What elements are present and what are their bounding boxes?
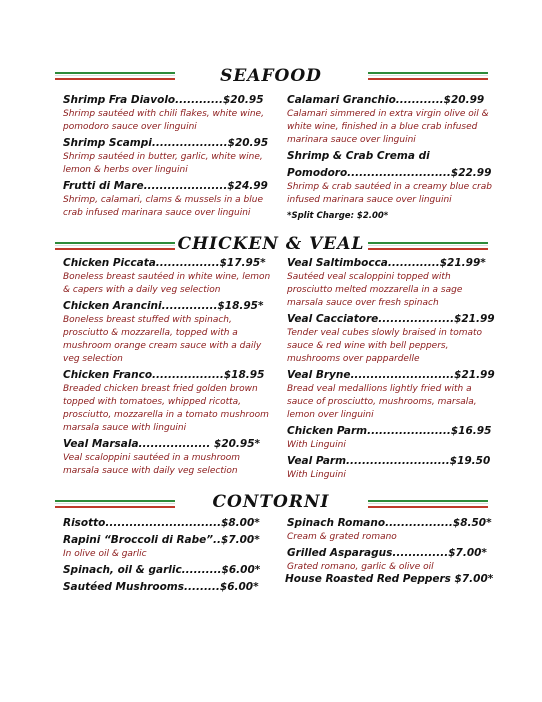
menu-item-description: Bread veal medallions lightly fried with a sauce of prosciutto, mushrooms, marsala, lemon over linguini bbox=[287, 384, 477, 420]
menu-item bbox=[63, 298, 273, 366]
contorni-header bbox=[0, 492, 542, 516]
menu-item-name: Veal Bryne..........................$21.99 bbox=[287, 369, 495, 381]
menu-item-name: Chicken Arancini..............$18.95* bbox=[63, 300, 264, 312]
menu-item bbox=[287, 453, 497, 482]
menu-item-name: Rapini “Broccoli di Rabe”..$7.00* bbox=[63, 534, 260, 546]
menu-item-name: Shrimp Fra Diavolo............$20.95 bbox=[63, 94, 264, 106]
menu-item-name: Veal Marsala.................. $20.95* bbox=[63, 438, 261, 450]
menu-item bbox=[287, 92, 497, 147]
menu-item-name: Pomodoro..........................$22.99 bbox=[287, 167, 492, 179]
menu-item bbox=[287, 311, 497, 366]
menu-item bbox=[63, 367, 273, 435]
menu-item bbox=[63, 92, 273, 134]
menu-item-name: Shrimp Scampi...................$20.95 bbox=[63, 137, 269, 149]
menu-item-name: Chicken Piccata................$17.95* bbox=[63, 257, 266, 269]
menu-item-name: Shrimp & Crab Crema di bbox=[287, 150, 430, 162]
chicken-veal-left-column bbox=[63, 255, 273, 479]
contorni-right-column bbox=[287, 515, 497, 575]
menu-item bbox=[287, 367, 497, 422]
menu-item-name: Calamari Granchio............$20.99 bbox=[287, 94, 485, 106]
menu-item bbox=[287, 423, 497, 452]
seafood-header bbox=[0, 66, 542, 90]
menu-item-description: Boneless breast stuffed with spinach, prosciutto & mozzarella, topped with a mushroom orange cream sauce with a daily veg selection bbox=[63, 315, 262, 364]
menu-item bbox=[63, 436, 273, 478]
menu-item-description: Sautéed veal scaloppini topped with prosciutto melted mozzarella in a sage marsala sauce over fresh spinach bbox=[287, 272, 463, 308]
seafood-left-column bbox=[63, 92, 273, 221]
stripe-right bbox=[368, 242, 488, 251]
menu-item-name: Spinach, oil & garlic..........$6.00* bbox=[63, 564, 261, 576]
menu-item bbox=[287, 148, 497, 164]
contorni-title: CONTORNI bbox=[212, 492, 330, 512]
menu-item-description: Shrimp sautéed with chili flakes, white wine, pomodoro sauce over linguini bbox=[63, 109, 264, 132]
menu-item-description: Grated romano, garlic & olive oil bbox=[287, 562, 434, 572]
menu-item-description: Tender veal cubes slowly braised in tomato sauce & red wine with bell peppers, mushrooms over pappardelle bbox=[287, 328, 483, 364]
menu-item-name: Veal Parm..........................$19.50 bbox=[287, 455, 491, 467]
menu-item-description: Breaded chicken breast fried golden brown topped with tomatoes, whipped ricotta, prosciutto, mozzarella in a tomato mushroom marsala sauce with linguini bbox=[63, 384, 269, 433]
seafood-title: SEAFOOD bbox=[220, 66, 322, 86]
menu-item-description: In olive oil & garlic bbox=[63, 549, 147, 559]
menu-item bbox=[63, 532, 273, 561]
menu-item-name: Spinach Romano.................$8.50* bbox=[287, 517, 492, 529]
split-charge-note: *Split Charge: $2.00* bbox=[287, 211, 389, 221]
house-roasted-peppers: House Roasted Red Peppers $7.00* bbox=[285, 573, 494, 585]
menu-item-name: Veal Cacciatore...................$21.99 bbox=[287, 313, 495, 325]
menu-item-description: With Linguini bbox=[287, 470, 346, 480]
menu-item-name: Chicken Franco..................$18.95 bbox=[63, 369, 265, 381]
menu-item-description: Shrimp, calamari, clams & mussels in a blue crab infused marinara sauce over linguini bbox=[63, 195, 263, 218]
menu-item-description: Shrimp sautéed in butter, garlic, white wine, lemon & herbs over linguini bbox=[63, 152, 263, 175]
menu-item-name: Veal Saltimbocca.............$21.99* bbox=[287, 257, 486, 269]
chicken-veal-title: CHICKEN & VEAL bbox=[177, 234, 365, 254]
menu-item-description: Calamari simmered in extra virgin olive oil & white wine, finished in a blue crab infused marinara sauce over linguini bbox=[287, 109, 489, 145]
menu-item bbox=[287, 255, 497, 310]
menu-item bbox=[287, 165, 497, 207]
menu-item bbox=[287, 515, 497, 544]
menu-item bbox=[63, 579, 273, 595]
stripe-right bbox=[368, 72, 488, 81]
menu-item bbox=[287, 545, 497, 574]
seafood-right-column bbox=[287, 92, 497, 221]
menu-item-description: With Linguini bbox=[287, 440, 346, 450]
menu-item bbox=[63, 255, 273, 297]
menu-item-name: Risotto.............................$8.00* bbox=[63, 517, 260, 529]
stripe-right bbox=[368, 500, 488, 509]
menu-item-description: Veal scaloppini sautéed in a mushroom marsala sauce with daily veg selection bbox=[63, 453, 241, 476]
menu-item bbox=[63, 135, 273, 177]
menu-item-name: Grilled Asparagus..............$7.00* bbox=[287, 547, 487, 559]
menu-item-description: Boneless breast sautéed in white wine, lemon & capers with a daily veg selection bbox=[63, 272, 271, 295]
menu-item-name: Chicken Parm.....................$16.95 bbox=[287, 425, 492, 437]
chicken-veal-right-column bbox=[287, 255, 497, 483]
menu-item bbox=[63, 562, 273, 578]
menu-item-name: Sautéed Mushrooms.........$6.00* bbox=[63, 581, 259, 593]
menu-item-description: Shrimp & crab sautéed in a creamy blue crab infused marinara sauce over linguini bbox=[287, 182, 492, 205]
menu-item bbox=[63, 178, 273, 220]
contorni-left-column bbox=[63, 515, 273, 596]
menu-item-name: Frutti di Mare.....................$24.99 bbox=[63, 180, 268, 192]
menu-item bbox=[63, 515, 273, 531]
menu-item-description: Cream & grated romano bbox=[287, 532, 397, 542]
